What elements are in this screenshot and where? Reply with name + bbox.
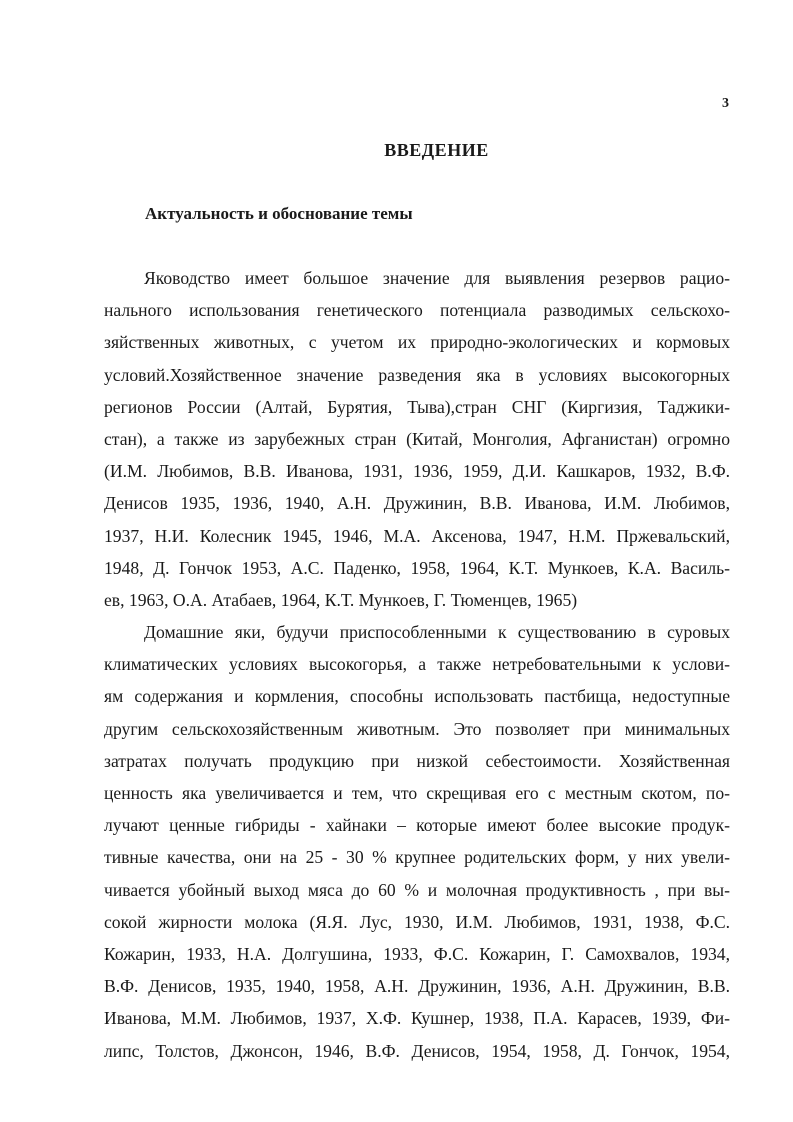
- text-line: липс, Толстов, Джонсон, 1946, В.Ф. Денисов, 1954, 1958, Д. Гончок, 1954,: [104, 1040, 730, 1061]
- text-line: чивается убойный выход мяса до 60 % и молочная продуктивность , при вы-: [104, 879, 730, 900]
- text-line: ям содержания и кормления, способны использовать пастбища, недоступные: [104, 686, 730, 707]
- text-line: сокой жирности молока (Я.Я. Лус, 1930, И.М. Любимов, 1931, 1938, Ф.С.: [104, 911, 730, 932]
- page-number: 3: [722, 96, 729, 111]
- paragraph-2: [104, 616, 730, 1067]
- text-line: тивные качества, они на 25 - 30 % крупнее родительских форм, у них увели-: [104, 847, 730, 868]
- text-line: другим сельскохозяйственным животным. Это позволяет при минимальных: [104, 718, 730, 739]
- text-line: (И.М. Любимов, В.В. Иванова, 1931, 1936, 1959, Д.И. Кашкаров, 1932, В.Ф.: [104, 461, 730, 482]
- text-line: В.Ф. Денисов, 1935, 1940, 1958, А.Н. Дружинин, 1936, А.Н. Дружинин, В.В.: [104, 976, 730, 997]
- section-title: ВВЕДЕНИЕ: [384, 140, 489, 160]
- text-line: Денисов 1935, 1936, 1940, А.Н. Дружинин, В.В. Иванова, И.М. Любимов,: [104, 493, 730, 514]
- text-line: климатических условиях высокогорья, а также нетребовательными к услови-: [104, 654, 730, 675]
- text-line: зяйственных животных, с учетом их природно-экологических и кормовых: [104, 332, 730, 353]
- text-line: стан), а также из зарубежных стран (Китай, Монголия, Афганистан) огромно: [104, 428, 730, 449]
- text-line: регионов России (Алтай, Бурятия, Тыва),стран СНГ (Киргизия, Таджики-: [104, 396, 730, 417]
- text-line: лучают ценные гибриды - хайнаки – которые имеют более высокие продук-: [104, 815, 730, 836]
- text-line: Иванова, М.М. Любимов, 1937, Х.Ф. Кушнер, 1938, П.А. Карасев, 1939, Фи-: [104, 1008, 730, 1029]
- text-line: нального использования генетического потенциала разводимых сельскохо-: [104, 300, 730, 321]
- text-line: условий.Хозяйственное значение разведения яка в условиях высокогорных: [104, 364, 730, 385]
- text-line: ев, 1963, О.А. Атабаев, 1964, К.Т. Мункоев, Г. Тюменцев, 1965): [104, 589, 578, 610]
- text-line: ценность яка увеличивается и тем, что скрещивая его с местным скотом, по-: [104, 783, 730, 803]
- section-subtitle: Актуальность и обоснование темы: [145, 204, 413, 223]
- text-line: 1948, Д. Гончок 1953, А.С. Паденко, 1958, 1964, К.Т. Мункоев, К.А. Василь-: [104, 557, 730, 578]
- body-text: [104, 262, 730, 1067]
- text-line: Домашние яки, будучи приспособленными к существованию в суровых: [144, 622, 730, 643]
- text-line: Яководство имеет большое значение для выявления резервов рацио-: [144, 268, 730, 288]
- text-line: 1937, Н.И. Колесник 1945, 1946, М.А. Аксенова, 1947, Н.М. Пржевальский,: [104, 525, 730, 546]
- text-line: Кожарин, 1933, Н.А. Долгушина, 1933, Ф.С. Кожарин, Г. Самохвалов, 1934,: [104, 943, 730, 964]
- text-line: затратах получать продукцию при низкой себестоимости. Хозяйственная: [104, 750, 730, 771]
- paragraph-1: [104, 262, 730, 616]
